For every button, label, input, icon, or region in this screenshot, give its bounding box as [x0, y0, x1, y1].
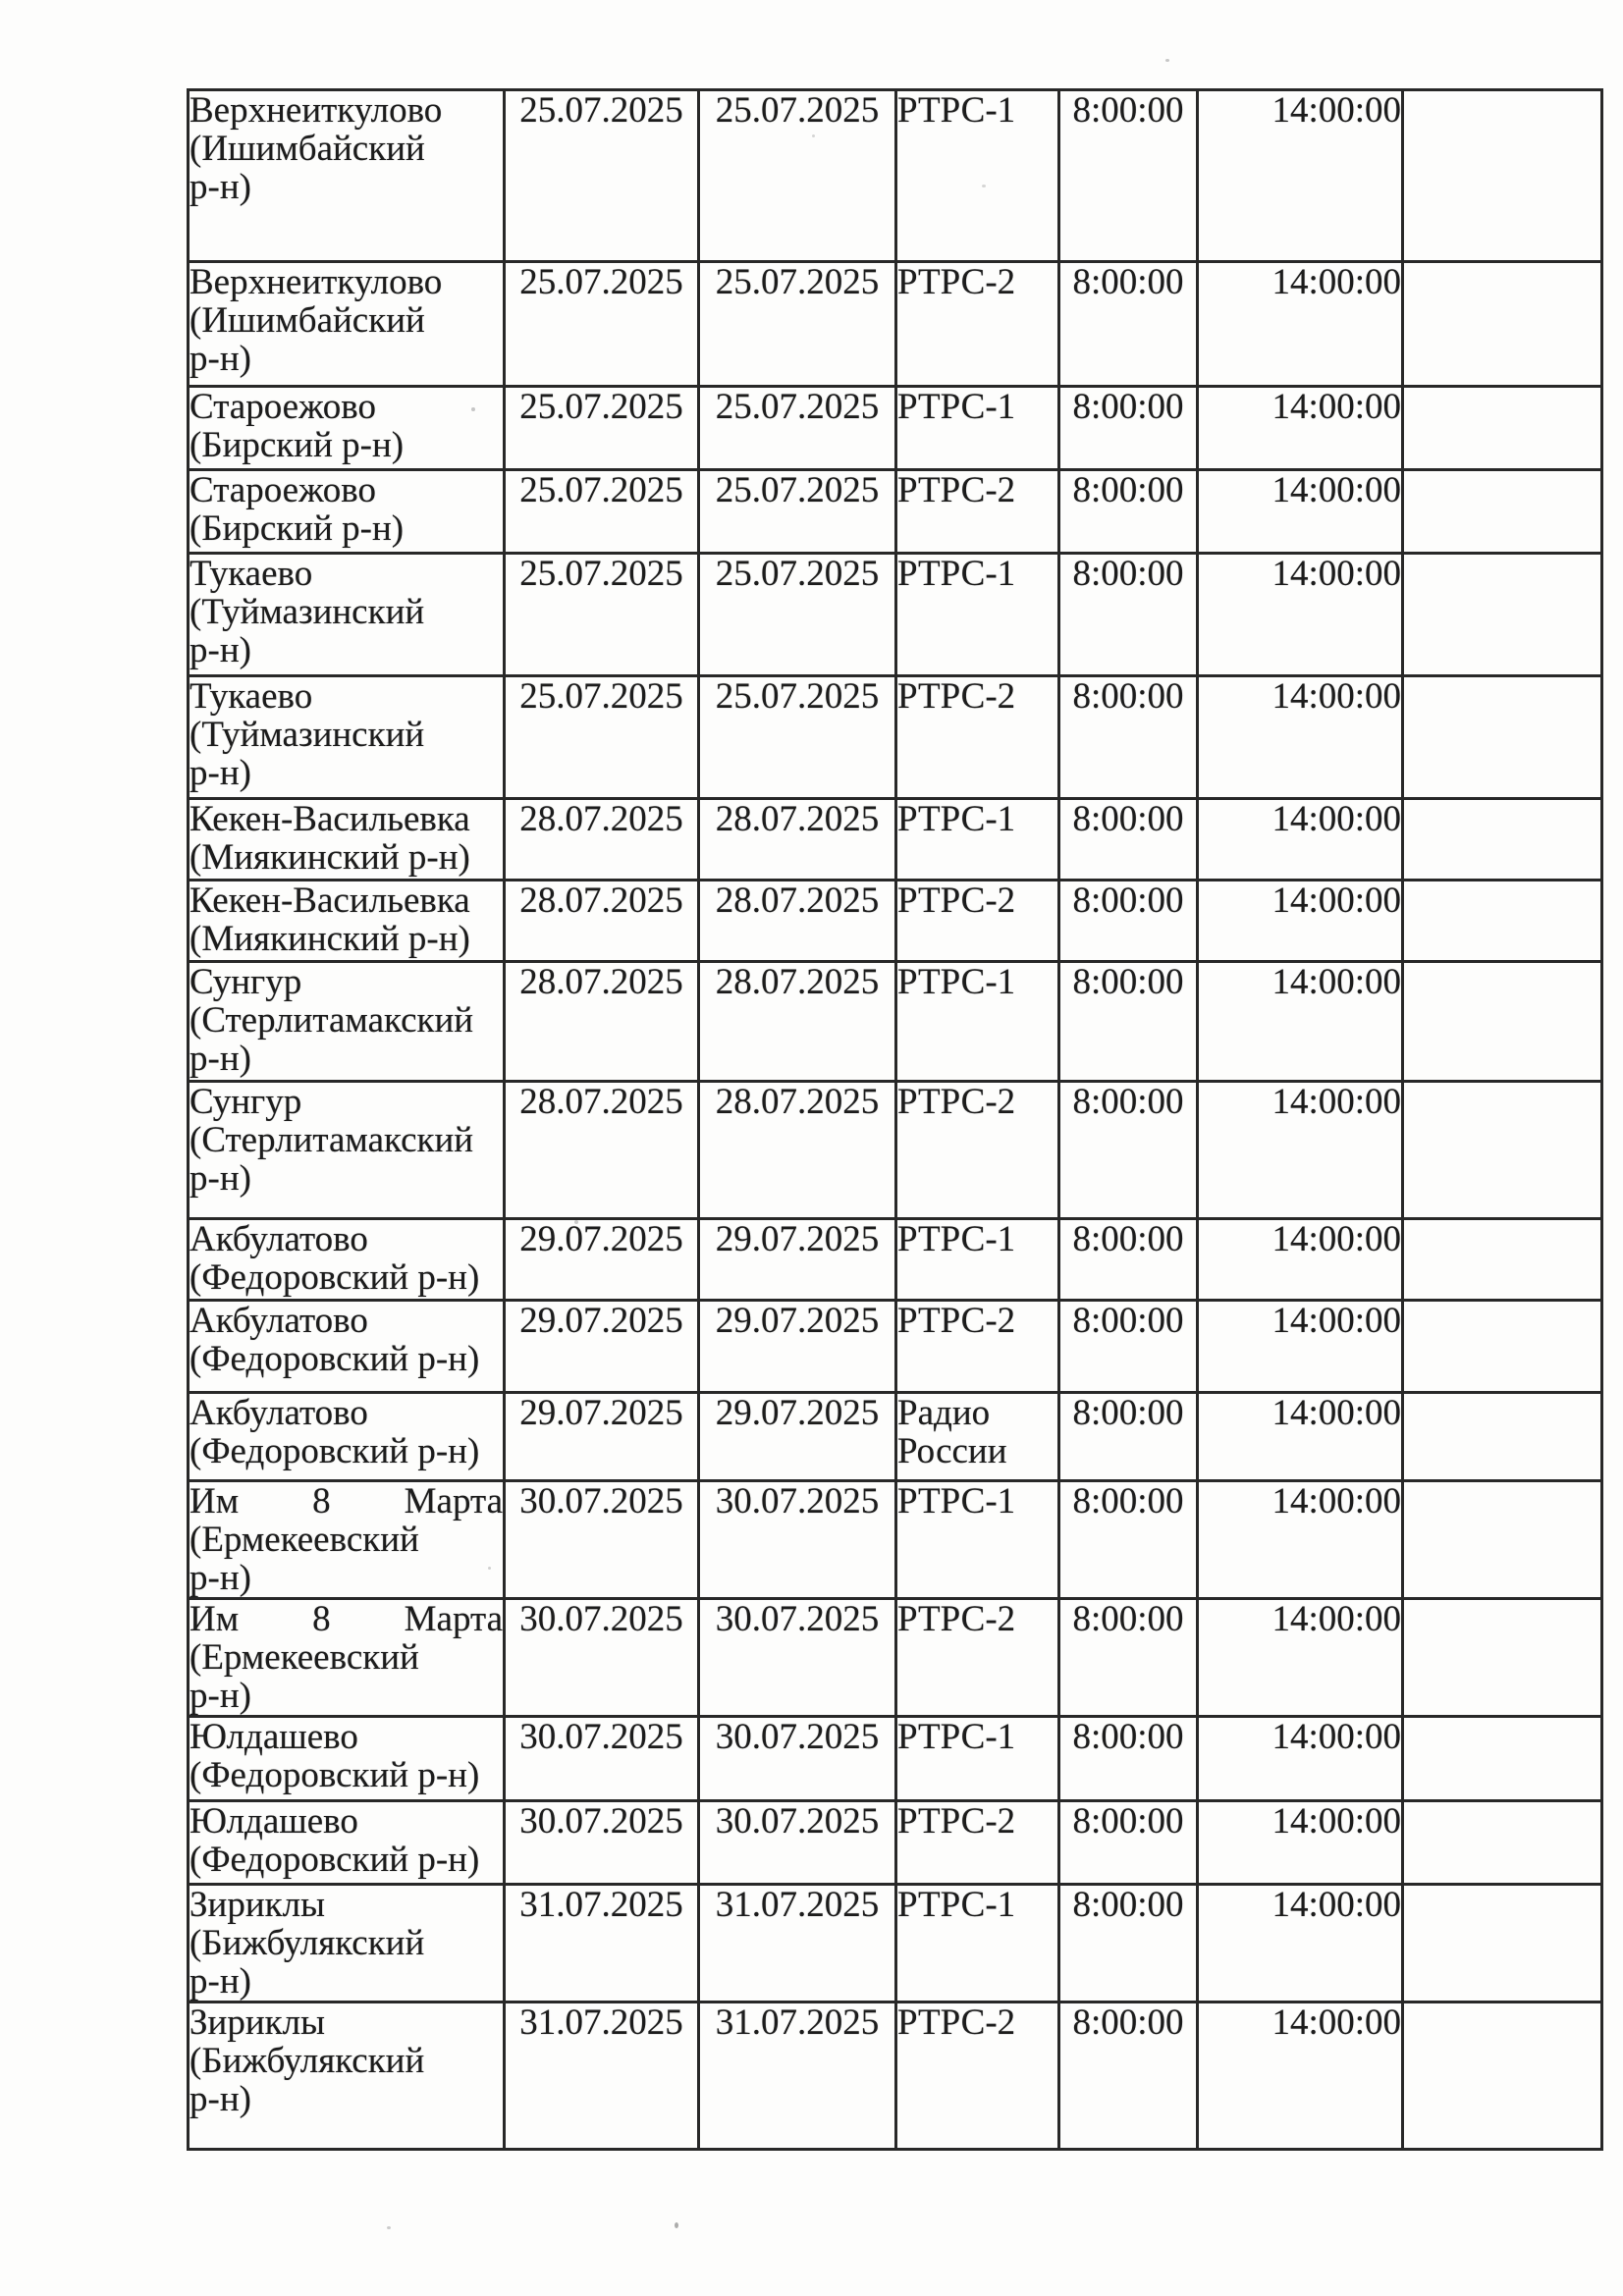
date-end-cell: 25.07.2025	[699, 262, 896, 387]
date-start-cell: 30.07.2025	[505, 1801, 699, 1885]
scan-speck	[471, 407, 475, 411]
notes-cell	[1403, 1801, 1602, 1885]
settlement-cell	[189, 799, 505, 881]
text-line: (Бижбулякский	[189, 2041, 425, 2081]
notes-cell	[1403, 881, 1602, 962]
scan-speck	[812, 134, 815, 137]
time-start-cell: 8:00:00	[1059, 881, 1198, 962]
table-row	[189, 2002, 1602, 2150]
date-end-cell: 25.07.2025	[699, 90, 896, 262]
table-row	[189, 387, 1602, 470]
date-end-cell: 28.07.2025	[699, 962, 896, 1082]
date-start-cell: 30.07.2025	[505, 1481, 699, 1599]
settlement-cell	[189, 1717, 505, 1801]
channel-cell	[896, 470, 1059, 554]
notes-cell	[1403, 1885, 1602, 2002]
date-start-cell: 31.07.2025	[505, 2002, 699, 2150]
settlement-cell	[189, 1082, 505, 1219]
text-line: Староежово	[189, 470, 376, 510]
settlement-cell	[189, 881, 505, 962]
text-line: РТРС-2	[897, 470, 1016, 510]
channel-cell	[896, 2002, 1059, 2150]
text-line: р-н)	[189, 1676, 251, 1716]
time-end-cell: 14:00:00	[1198, 881, 1403, 962]
notes-cell	[1403, 1219, 1602, 1301]
text-line: Верхнеиткулово	[189, 90, 443, 131]
scan-speck	[982, 185, 986, 187]
channel-cell	[896, 799, 1059, 881]
time-start-cell: 8:00:00	[1059, 2002, 1198, 2150]
table-row	[189, 1481, 1602, 1599]
time-end-cell: 14:00:00	[1198, 1801, 1403, 1885]
text-line: (Федоровский р-н)	[189, 1257, 480, 1298]
date-start-cell: 25.07.2025	[505, 262, 699, 387]
table-row	[189, 881, 1602, 962]
time-start-cell: 8:00:00	[1059, 1717, 1198, 1801]
table-row	[189, 262, 1602, 387]
text-line: (Ермекеевский	[189, 1520, 419, 1560]
table-row	[189, 1082, 1602, 1219]
date-start-cell: 30.07.2025	[505, 1599, 699, 1717]
date-end-cell: 30.07.2025	[699, 1717, 896, 1801]
text-line: р-н)	[189, 339, 251, 379]
date-end-cell: 30.07.2025	[699, 1481, 896, 1599]
notes-cell	[1403, 1481, 1602, 1599]
text-line: (Миякинский р-н)	[189, 837, 470, 878]
date-start-cell: 29.07.2025	[505, 1301, 699, 1393]
time-start-cell: 8:00:00	[1059, 1885, 1198, 2002]
date-start-cell: 28.07.2025	[505, 881, 699, 962]
text-line: Им 8 Марта	[189, 1599, 503, 1639]
text-line: РТРС-2	[897, 262, 1016, 302]
text-line: Кекен-Васильевка	[189, 881, 470, 921]
date-end-cell: 30.07.2025	[699, 1599, 896, 1717]
table-row	[189, 1801, 1602, 1885]
table-row	[189, 470, 1602, 554]
time-start-cell: 8:00:00	[1059, 262, 1198, 387]
notes-cell	[1403, 90, 1602, 262]
table-row	[189, 554, 1602, 676]
date-start-cell: 29.07.2025	[505, 1393, 699, 1481]
notes-cell	[1403, 799, 1602, 881]
text-line: Сунгур	[189, 1082, 302, 1122]
text-line: РТРС-2	[897, 1301, 1016, 1341]
settlement-cell	[189, 470, 505, 554]
text-line: р-н)	[189, 630, 251, 670]
channel-cell	[896, 1801, 1059, 1885]
date-start-cell: 28.07.2025	[505, 1082, 699, 1219]
text-line: р-н)	[189, 2079, 251, 2119]
time-start-cell: 8:00:00	[1059, 1801, 1198, 1885]
text-line: р-н)	[189, 1961, 251, 2002]
text-line: РТРС-1	[897, 90, 1016, 131]
notes-cell	[1403, 554, 1602, 676]
time-start-cell: 8:00:00	[1059, 799, 1198, 881]
scan-speck	[488, 1567, 491, 1570]
table-row	[189, 90, 1602, 262]
settlement-cell	[189, 1301, 505, 1393]
time-end-cell: 14:00:00	[1198, 1393, 1403, 1481]
table-row	[189, 1393, 1602, 1481]
date-end-cell: 29.07.2025	[699, 1301, 896, 1393]
text-line: (Стерлитамакский	[189, 1120, 474, 1160]
date-end-cell: 25.07.2025	[699, 676, 896, 799]
channel-cell	[896, 387, 1059, 470]
time-start-cell: 8:00:00	[1059, 1599, 1198, 1717]
text-line: Зириклы	[189, 2002, 325, 2043]
date-start-cell: 30.07.2025	[505, 1717, 699, 1801]
channel-cell	[896, 1393, 1059, 1481]
time-end-cell: 14:00:00	[1198, 90, 1403, 262]
text-line: Верхнеиткулово	[189, 262, 443, 302]
notes-cell	[1403, 1717, 1602, 1801]
text-line: (Федоровский р-н)	[189, 1840, 480, 1880]
channel-cell	[896, 1717, 1059, 1801]
date-start-cell: 25.07.2025	[505, 470, 699, 554]
date-end-cell: 25.07.2025	[699, 554, 896, 676]
time-end-cell: 14:00:00	[1198, 1599, 1403, 1717]
text-line: РТРС-1	[897, 1219, 1016, 1259]
settlement-cell	[189, 676, 505, 799]
notes-cell	[1403, 470, 1602, 554]
text-line: РТРС-2	[897, 1599, 1016, 1639]
text-line: Юлдашево	[189, 1717, 358, 1757]
notes-cell	[1403, 962, 1602, 1082]
time-end-cell: 14:00:00	[1198, 1885, 1403, 2002]
settlement-cell	[189, 1885, 505, 2002]
text-line: Сунгур	[189, 962, 302, 1002]
time-start-cell: 8:00:00	[1059, 387, 1198, 470]
date-start-cell: 25.07.2025	[505, 676, 699, 799]
settlement-cell	[189, 1219, 505, 1301]
text-line: РТРС-1	[897, 962, 1016, 1002]
text-line: р-н)	[189, 167, 251, 207]
date-start-cell: 25.07.2025	[505, 554, 699, 676]
table-row	[189, 1219, 1602, 1301]
channel-cell	[896, 1885, 1059, 2002]
date-end-cell: 25.07.2025	[699, 470, 896, 554]
text-line: Кекен-Васильевка	[189, 799, 470, 839]
scan-speck	[574, 1220, 578, 1224]
text-line: (Федоровский р-н)	[189, 1755, 480, 1795]
table-row	[189, 799, 1602, 881]
table-row	[189, 676, 1602, 799]
time-end-cell: 14:00:00	[1198, 1219, 1403, 1301]
date-end-cell: 29.07.2025	[699, 1393, 896, 1481]
text-line: РТРС-2	[897, 881, 1016, 921]
time-start-cell: 8:00:00	[1059, 90, 1198, 262]
text-line: (Ишимбайский	[189, 300, 425, 341]
time-end-cell: 14:00:00	[1198, 554, 1403, 676]
settlement-cell	[189, 387, 505, 470]
settlement-cell	[189, 1481, 505, 1599]
text-line: Зириклы	[189, 1885, 325, 1925]
time-start-cell: 8:00:00	[1059, 554, 1198, 676]
text-line: РТРС-2	[897, 1801, 1016, 1842]
settlement-cell	[189, 554, 505, 676]
date-end-cell: 31.07.2025	[699, 1885, 896, 2002]
date-end-cell: 25.07.2025	[699, 387, 896, 470]
time-start-cell: 8:00:00	[1059, 1082, 1198, 1219]
date-start-cell: 29.07.2025	[505, 1219, 699, 1301]
settlement-cell	[189, 962, 505, 1082]
text-line: (Туймазинский	[189, 592, 425, 632]
text-line: р-н)	[189, 753, 251, 793]
date-start-cell: 28.07.2025	[505, 962, 699, 1082]
text-line: РТРС-1	[897, 1481, 1016, 1522]
text-line: Тукаево	[189, 676, 313, 717]
time-start-cell: 8:00:00	[1059, 1393, 1198, 1481]
settlement-cell	[189, 262, 505, 387]
channel-cell	[896, 881, 1059, 962]
text-line: (Бижбулякский	[189, 1923, 425, 1963]
notes-cell	[1403, 1082, 1602, 1219]
time-end-cell: 14:00:00	[1198, 1717, 1403, 1801]
date-start-cell: 25.07.2025	[505, 90, 699, 262]
time-end-cell: 14:00:00	[1198, 1082, 1403, 1219]
date-end-cell: 28.07.2025	[699, 1082, 896, 1219]
text-line: РТРС-2	[897, 676, 1016, 717]
settlement-cell	[189, 1599, 505, 1717]
text-line: (Бирский р-н)	[189, 508, 405, 549]
settlement-cell	[189, 90, 505, 262]
text-line: (Федоровский р-н)	[189, 1339, 480, 1379]
text-line: РТРС-1	[897, 1717, 1016, 1757]
text-line: (Федоровский р-н)	[189, 1431, 480, 1471]
time-start-cell: 8:00:00	[1059, 1481, 1198, 1599]
date-start-cell: 31.07.2025	[505, 1885, 699, 2002]
text-line: Радио	[897, 1393, 991, 1433]
time-start-cell: 8:00:00	[1059, 962, 1198, 1082]
table-row	[189, 1717, 1602, 1801]
scan-speck	[387, 2226, 391, 2229]
time-end-cell: 14:00:00	[1198, 262, 1403, 387]
text-line: (Ермекеевский	[189, 1637, 419, 1678]
date-end-cell: 28.07.2025	[699, 881, 896, 962]
channel-cell	[896, 1082, 1059, 1219]
text-line: Тукаево	[189, 554, 313, 594]
time-end-cell: 14:00:00	[1198, 1301, 1403, 1393]
date-end-cell: 30.07.2025	[699, 1801, 896, 1885]
time-end-cell: 14:00:00	[1198, 962, 1403, 1082]
settlement-cell	[189, 1393, 505, 1481]
text-line: (Ишимбайский	[189, 129, 425, 169]
text-line: РТРС-1	[897, 1885, 1016, 1925]
text-line: Староежово	[189, 387, 376, 427]
time-end-cell: 14:00:00	[1198, 387, 1403, 470]
channel-cell	[896, 676, 1059, 799]
date-start-cell: 28.07.2025	[505, 799, 699, 881]
time-end-cell: 14:00:00	[1198, 676, 1403, 799]
broadcast-schedule-table	[187, 88, 1603, 2151]
notes-cell	[1403, 1599, 1602, 1717]
channel-cell	[896, 554, 1059, 676]
time-start-cell: 8:00:00	[1059, 470, 1198, 554]
time-end-cell: 14:00:00	[1198, 2002, 1403, 2150]
text-line: (Бирский р-н)	[189, 425, 405, 465]
table-row	[189, 1301, 1602, 1393]
text-line: р-н)	[189, 1558, 251, 1598]
text-line: Акбулатово	[189, 1219, 368, 1259]
text-line: РТРС-2	[897, 1082, 1016, 1122]
notes-cell	[1403, 387, 1602, 470]
time-end-cell: 14:00:00	[1198, 470, 1403, 554]
date-end-cell: 29.07.2025	[699, 1219, 896, 1301]
text-line: РТРС-1	[897, 387, 1016, 427]
notes-cell	[1403, 262, 1602, 387]
channel-cell	[896, 90, 1059, 262]
text-line: Акбулатово	[189, 1393, 368, 1433]
notes-cell	[1403, 2002, 1602, 2150]
time-start-cell: 8:00:00	[1059, 1219, 1198, 1301]
channel-cell	[896, 1599, 1059, 1717]
text-line: РТРС-1	[897, 799, 1016, 839]
text-line: Им 8 Марта	[189, 1481, 503, 1522]
text-line: р-н)	[189, 1039, 251, 1079]
table-row	[189, 962, 1602, 1082]
table-row	[189, 1885, 1602, 2002]
channel-cell	[896, 962, 1059, 1082]
text-line: РТРС-2	[897, 2002, 1016, 2043]
channel-cell	[896, 1219, 1059, 1301]
channel-cell	[896, 1301, 1059, 1393]
time-start-cell: 8:00:00	[1059, 1301, 1198, 1393]
date-start-cell: 25.07.2025	[505, 387, 699, 470]
text-line: России	[897, 1431, 1007, 1471]
scan-speck	[675, 2222, 678, 2228]
text-line: р-н)	[189, 1158, 251, 1199]
date-end-cell: 31.07.2025	[699, 2002, 896, 2150]
text-line: Юлдашево	[189, 1801, 358, 1842]
settlement-cell	[189, 2002, 505, 2150]
text-line: (Туймазинский	[189, 715, 425, 755]
notes-cell	[1403, 1301, 1602, 1393]
table-row	[189, 1599, 1602, 1717]
text-line: (Стерлитамакский	[189, 1000, 474, 1041]
date-end-cell: 28.07.2025	[699, 799, 896, 881]
text-line: Акбулатово	[189, 1301, 368, 1341]
time-end-cell: 14:00:00	[1198, 1481, 1403, 1599]
time-start-cell: 8:00:00	[1059, 676, 1198, 799]
time-end-cell: 14:00:00	[1198, 799, 1403, 881]
settlement-cell	[189, 1801, 505, 1885]
text-line: РТРС-1	[897, 554, 1016, 594]
text-line: (Миякинский р-н)	[189, 919, 470, 959]
channel-cell	[896, 1481, 1059, 1599]
notes-cell	[1403, 1393, 1602, 1481]
channel-cell	[896, 262, 1059, 387]
scan-speck	[1165, 59, 1169, 62]
notes-cell	[1403, 676, 1602, 799]
